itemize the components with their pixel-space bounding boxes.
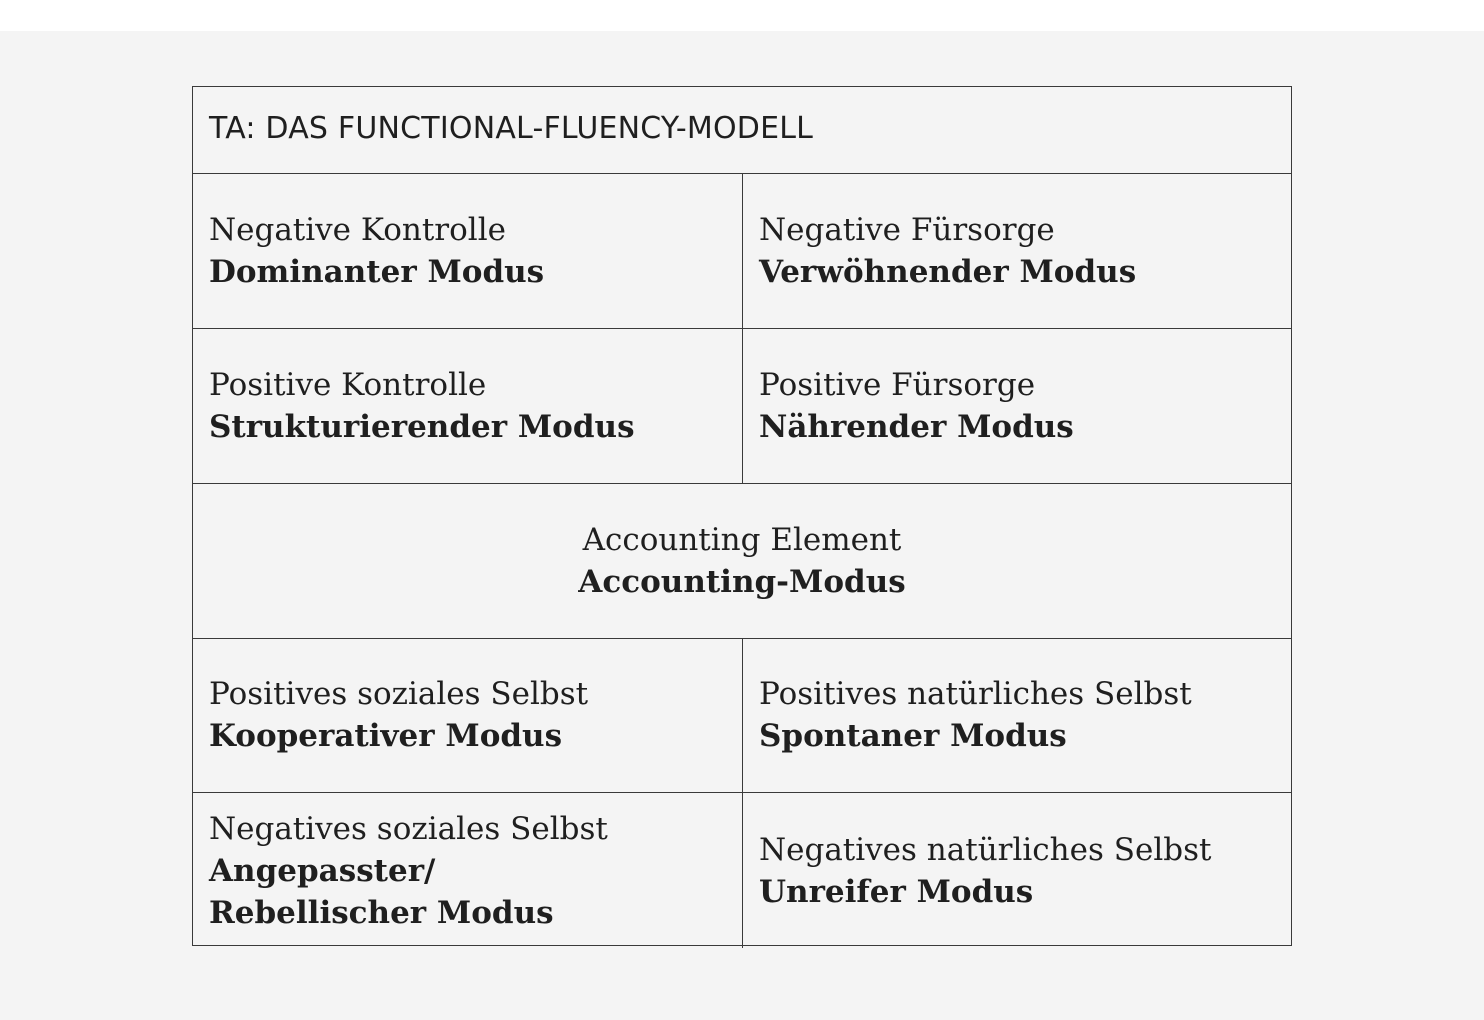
- row-control-negative: [193, 174, 1291, 329]
- cell-label: Positive Kontrolle: [209, 367, 487, 403]
- row-self-positive: [193, 638, 1291, 793]
- cell-accounting: [193, 484, 1291, 638]
- cell-mode: Angepasster/: [209, 852, 436, 889]
- cell-negative-social-self: [193, 793, 743, 948]
- cell-mode: Accounting-Modus: [578, 564, 906, 600]
- cell-label: Negative Kontrolle: [209, 212, 506, 248]
- cell-mode: Kooperativer Modus: [209, 718, 563, 754]
- cell-label: Negatives natürliches Selbst: [759, 831, 1212, 868]
- cell-positive-care: [743, 329, 1291, 483]
- cell-positive-natural-self: [743, 638, 1291, 792]
- cell-label: Positive Fürsorge: [759, 367, 1036, 403]
- table-title-row: [193, 87, 1291, 174]
- cell-mode: Strukturierender Modus: [209, 409, 635, 445]
- cell-mode: Spontaner Modus: [759, 718, 1067, 754]
- row-self-negative: [193, 793, 1291, 948]
- cell-label: Accounting Element: [582, 522, 902, 558]
- cell-negative-care: [743, 174, 1291, 328]
- cell-label: Negatives soziales Selbst: [209, 810, 608, 847]
- cell-mode: Unreifer Modus: [759, 873, 1034, 910]
- cell-mode: Nährender Modus: [759, 409, 1074, 445]
- cell-positive-control: [193, 329, 743, 483]
- cell-mode: Dominanter Modus: [209, 254, 545, 290]
- table-title: TA: DAS FUNCTIONAL-FLUENCY-MODELL: [209, 111, 814, 146]
- cell-label: Negative Fürsorge: [759, 212, 1055, 248]
- row-control-positive: [193, 329, 1291, 484]
- cell-negative-control: [193, 174, 743, 328]
- cell-label: Positives natürliches Selbst: [759, 676, 1192, 712]
- cell-positive-social-self: [193, 638, 743, 792]
- cell-mode: Rebellischer Modus: [209, 894, 554, 931]
- row-accounting: [193, 484, 1291, 639]
- cell-label: Positives soziales Selbst: [209, 676, 589, 712]
- cell-mode: Verwöhnender Modus: [759, 254, 1137, 290]
- functional-fluency-model-table: [192, 86, 1292, 946]
- cell-negative-natural-self: [743, 793, 1291, 948]
